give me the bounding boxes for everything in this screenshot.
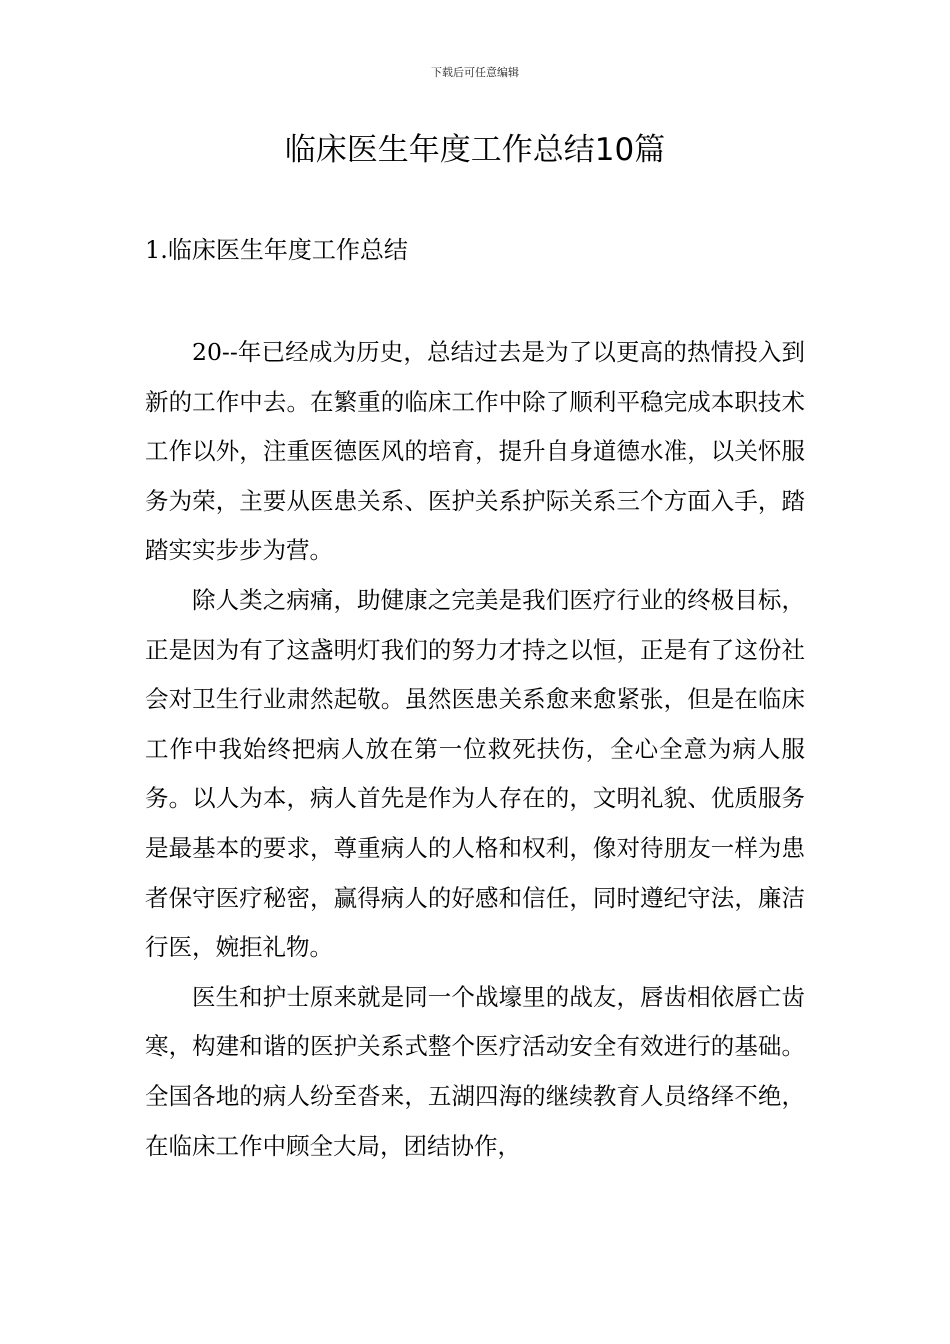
section-heading: 1.临床医生年度工作总结 [145, 236, 408, 264]
paragraph: 医生和护士原来就是同一个战壕里的战友，唇齿相依唇亡齿寒，构建和谐的医护关系式整个医疗活动安全有效进行的基础。全国各地的病人纷至沓来，五湖四海的继续教育人员络绎不绝，在临床工作中顾全大局，团结协作， [145, 982, 805, 1160]
paragraph: 除人类之病痛，助健康之完美是我们医疗行业的终极目标，正是因为有了这盏明灯我们的努力才持之以恒，正是有了这份社会对卫生行业肃然起敬。虽然医患关系愈来愈紧张，但是在临床工作中我始终把病人放在第一位救死扶伤，全心全意为病人服务。以人为本，病人首先是作为人存在的，文明礼貌、优质服务是最基本的要求，尊重病人的人格和权利，像对待朋友一样为患者保守医疗秘密，赢得病人的好感和信任，同时遵纪守法，廉洁行医，婉拒礼物。 [145, 585, 805, 962]
body-text [145, 328, 805, 1171]
header-note: 下载后可任意编辑 [431, 66, 519, 79]
paragraph: 20--年已经成为历史，总结过去是为了以更高的热情投入到新的工作中去。在繁重的临床工作中除了顺利平稳完成本职技术工作以外，注重医德医风的培育，提升自身道德水准，以关怀服务为荣，主要从医患关系、医护关系护际关系三个方面入手，踏踏实实步步为营。 [145, 338, 805, 565]
document-title: 临床医生年度工作总结10篇 [284, 132, 666, 168]
